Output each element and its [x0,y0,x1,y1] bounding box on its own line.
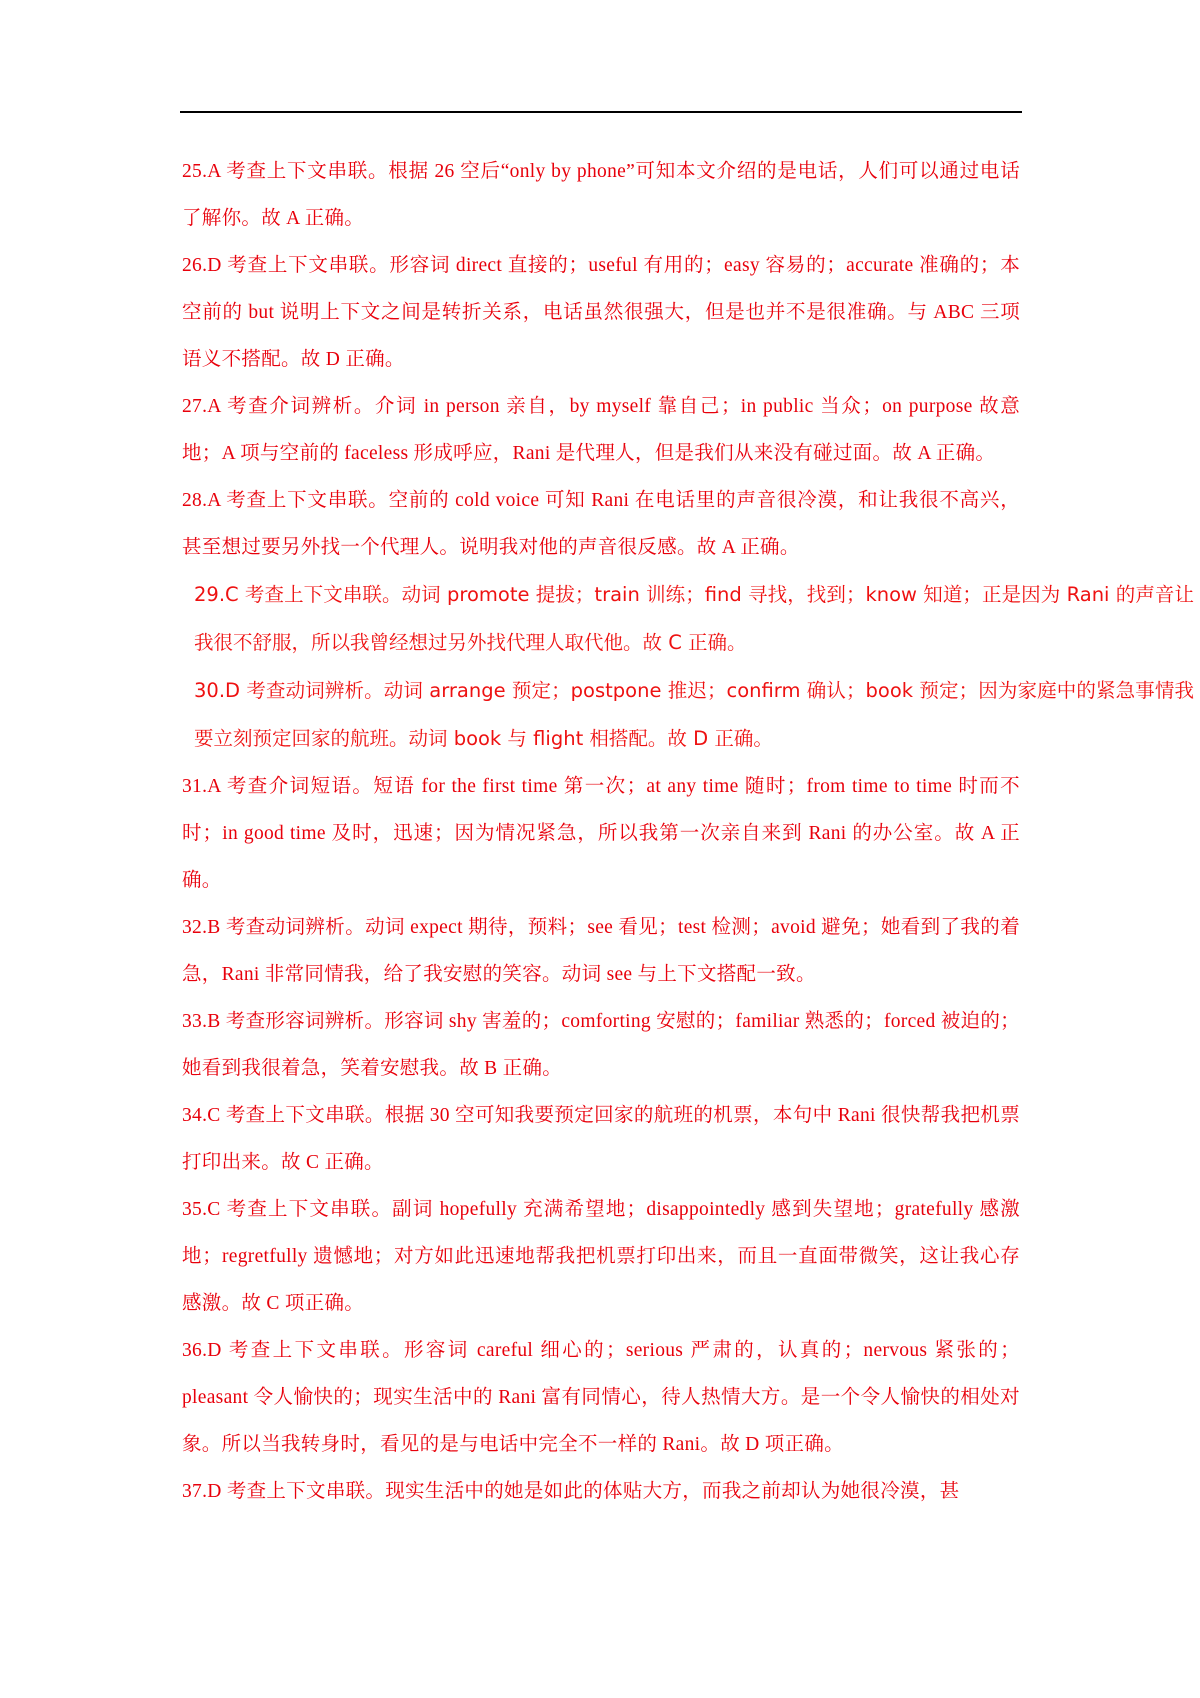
explanation-36: 36.D 考查上下文串联。形容词 careful 细心的；serious 严肃的，认真的；nervous 紧张的；pleasant 令人愉快的；现实生活中的 Rani 富有同情心，待人热情大方。是一个令人愉快的相处对象。所以当我转身时，看见的是与电话中完全不一样的 Rani。故 D 项正确。 [182,1340,1020,1455]
explanation-27: 27.A 考查介词辨析。介词 in person 亲自，by myself 靠自己；in public 当众；on purpose 故意地；A 项与空前的 faceless 形成呼应，Rani 是代理人，但是我们从来没有碰过面。故 A 正确。 [182,396,1020,464]
explanation-26: 26.D 考查上下文串联。形容词 direct 直接的；useful 有用的；easy 容易的；accurate 准确的；本空前的 but 说明上下文之间是转折关系，电话虽然很强大，但是也并不是很准确。与 ABC 三项语义不搭配。故 D 正确。 [182,255,1020,370]
explanation-37: 37.D 考查上下文串联。现实生活中的她是如此的体贴大方，而我之前却认为她很冷漠，甚 [182,1481,960,1502]
explanation-30: 30.D 考查动词辨析。动词 arrange 预定；postpone 推迟；confirm 确认；book 预定；因为家庭中的紧急事情我要立刻预定回家的航班。动词 book 与 flight 相搭配。故 D 正确。 [194,679,1194,750]
explanation-35: 35.C 考查上下文串联。副词 hopefully 充满希望地；disappointedly 感到失望地；gratefully 感激地；regretfully 遗憾地；对方如此迅速地帮我把机票打印出来，而且一直面带微笑，这让我心存感激。故 C 项正确。 [182,1199,1020,1314]
explanation-32: 32.B 考查动词辨析。动词 expect 期待，预料；see 看见；test 检测；avoid 避免；她看到了我的着急，Rani 非常同情我，给了我安慰的笑容。动词 see 与上下文搭配一致。 [182,917,1020,985]
answer-explanations [182,148,1194,1515]
explanation-34: 34.C 考查上下文串联。根据 30 空可知我要预定回家的航班的机票，本句中 Rani 很快帮我把机票打印出来。故 C 正确。 [182,1105,1020,1173]
explanation-25: 25.A 考查上下文串联。根据 26 空后“only by phone”可知本文介绍的是电话，人们可以通过电话了解你。故 A 正确。 [182,161,1020,229]
explanation-28: 28.A 考查上下文串联。空前的 cold voice 可知 Rani 在电话里的声音很冷漠，和让我很不高兴，甚至想过要另外找一个代理人。说明我对他的声音很反感。故 A 正确。 [182,490,1020,558]
explanation-31: 31.A 考查介词短语。短语 for the first time 第一次；at any time 随时；from time to time 时而不时；in good time 及时，迅速；因为情况紧急，所以我第一次亲自来到 Rani 的办公室。故 A 正确。 [182,776,1020,891]
header-rule [180,111,1022,113]
explanation-33: 33.B 考查形容词辨析。形容词 shy 害羞的；comforting 安慰的；familiar 熟悉的；forced 被迫的；她看到我很着急，笑着安慰我。故 B 正确。 [182,1011,1020,1079]
explanation-29: 29.C 考查上下文串联。动词 promote 提拔；train 训练；find 寻找，找到；know 知道；正是因为 Rani 的声音让我很不舒服，所以我曾经想过另外找代理人取代他。故 C 正确。 [194,583,1194,654]
